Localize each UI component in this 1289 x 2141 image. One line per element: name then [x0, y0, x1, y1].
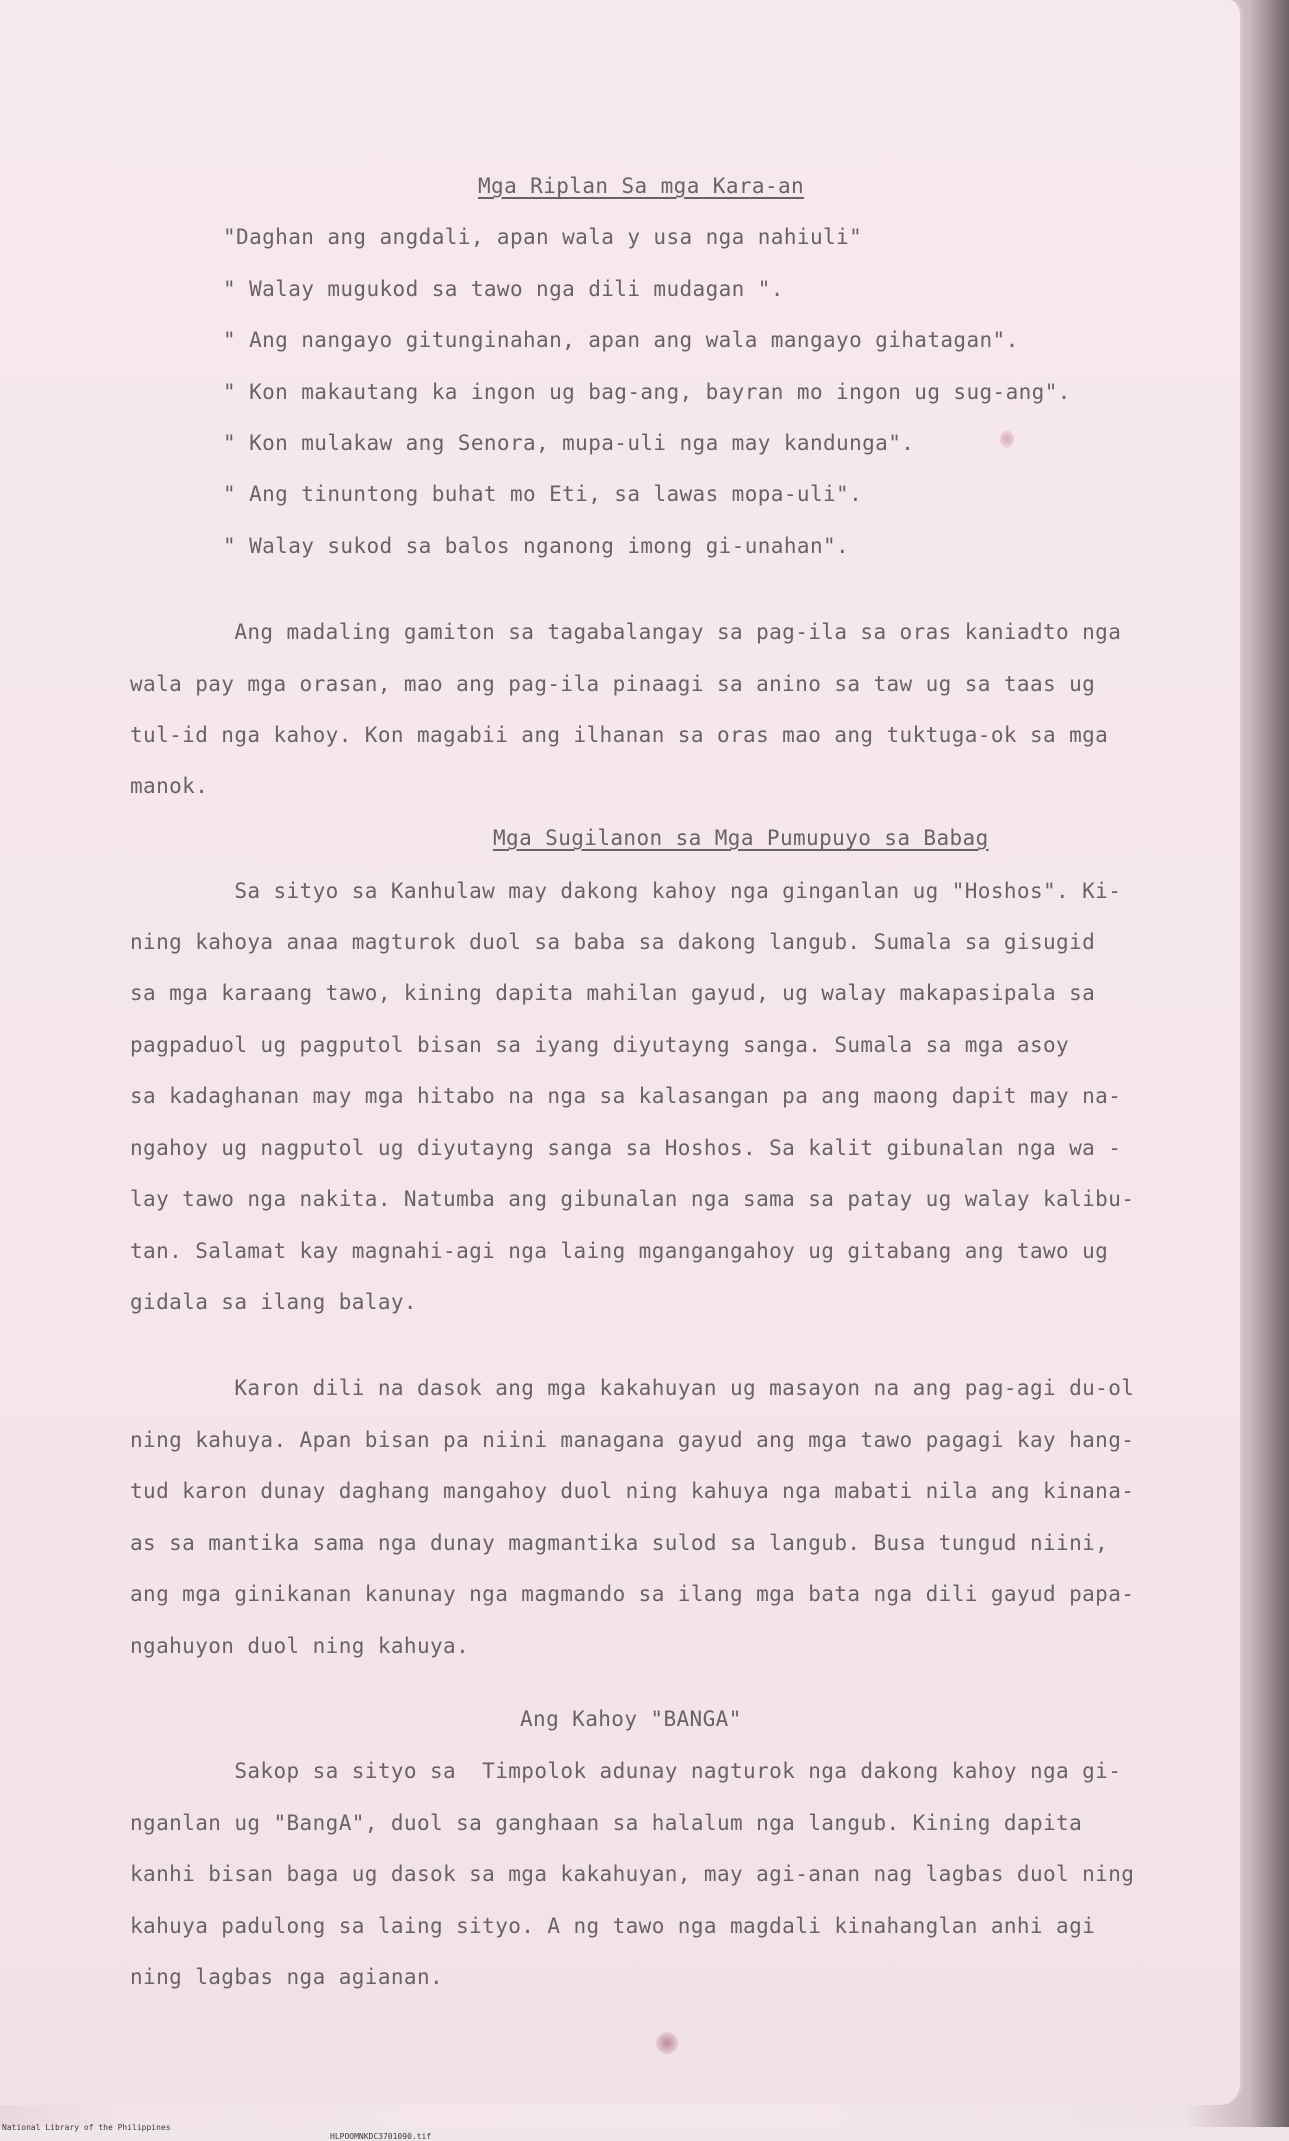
proverb-line: " Kon makautang ka ingon ug bag-ang, bayran mo ingon ug sug-ang".	[223, 380, 1071, 404]
text-line: nganlan ug "BangA", duol sa ganghaan sa halalum nga langub. Kining dapita	[130, 1811, 1083, 1835]
text-line: Sa sityo sa Kanhulaw may dakong kahoy nga ginganlan ug "Hoshos". Ki-	[130, 879, 1122, 903]
text-line: pagpaduol ug pagputol bisan sa iyang diyutayng sanga. Sumala sa mga asoy	[130, 1033, 1070, 1057]
text-line: ning kahuya. Apan bisan pa niini managana gayud ang mga tawo pagagi kay hang-	[130, 1428, 1135, 1452]
section1-title: Mga Riplan Sa mga Kara-an	[478, 174, 805, 198]
text-line: sa mga karaang tawo, kining dapita mahilan gayud, ug walay makapasipala sa	[130, 981, 1096, 1005]
text-line: ngahoy ug nagputol ug diyutayng sanga sa Hoshos. Sa kalit gibunalan nga wa -	[130, 1136, 1122, 1160]
ink-stain	[1000, 430, 1014, 448]
text-line: ning kahoya anaa magturok duol sa baba sa dakong langub. Sumala sa gisugid	[130, 930, 1096, 954]
proverb-line: " Walay sukod sa balos nganong imong gi-unahan".	[223, 534, 850, 558]
file-name: HLPOOMNKDC3701090.tif	[330, 2132, 432, 2141]
text-line: Sakop sa sityo sa Timpolok adunay nagturok nga dakong kahoy nga gi-	[130, 1759, 1122, 1783]
text-line: Karon dili na dasok ang mga kakahuyan ug masayon na ang pag-agi du-ol	[130, 1376, 1135, 1400]
text-line: tan. Salamat kay magnahi-agi nga laing mgangangahoy ug gitabang ang tawo ug	[130, 1239, 1109, 1263]
proverb-line: " Kon mulakaw ang Senora, mupa-uli nga may kandunga".	[223, 431, 915, 455]
text-line: kahuya padulong sa laing sityo. A ng tawo nga magdali kinahanglan anhi agi	[130, 1914, 1096, 1938]
text-line: tul-id nga kahoy. Kon magabii ang ilhanan sa oras mao ang tuktuga-ok sa mga	[130, 723, 1109, 747]
proverb-line: "Daghan ang angdali, apan wala y usa nga nahiuli"	[223, 225, 863, 249]
proverb-line: " Ang tinuntong buhat mo Eti, sa lawas mopa-uli".	[223, 482, 863, 506]
scan-footer	[0, 2114, 1289, 2141]
text-line: lay tawo nga nakita. Natumba ang gibunalan nga sama sa patay ug walay kalibu-	[130, 1187, 1135, 1211]
section2-title: Mga Sugilanon sa Mga Pumupuyo sa Babag	[493, 826, 989, 850]
text-line: gidala sa ilang balay.	[130, 1290, 417, 1314]
text-line: ang mga ginikanan kanunay nga magmando sa ilang mga bata nga dili gayud papa-	[130, 1582, 1135, 1606]
text-line: as sa mantika sama nga dunay magmantika sulod sa langub. Busa tungud niini,	[130, 1531, 1109, 1555]
text-line: Ang madaling gamiton sa tagabalangay sa pag-ila sa oras kaniadto nga	[130, 620, 1122, 644]
text-line: kanhi bisan baga ug dasok sa mga kakahuyan, may agi-anan nag lagbas duol ning	[130, 1862, 1135, 1886]
text-line: manok.	[130, 774, 209, 798]
library-credit: National Library of the Philippines	[2, 2123, 171, 2132]
text-line: ngahuyon duol ning kahuya.	[130, 1634, 470, 1658]
text-line: sa kadaghanan may mga hitabo na nga sa kalasangan pa ang maong dapit may na-	[130, 1084, 1122, 1108]
text-line: tud karon dunay daghang mangahoy duol ning kahuya nga mabati nila ang kinana-	[130, 1479, 1135, 1503]
proverb-line: " Walay mugukod sa tawo nga dili mudagan ".	[223, 277, 784, 301]
text-line: ning lagbas nga agianan.	[130, 1965, 444, 1989]
text-line: wala pay mga orasan, mao ang pag-ila pinaagi sa anino sa taw ug sa taas ug	[130, 672, 1096, 696]
proverb-line: " Ang nangayo gitunginahan, apan ang wala mangayo gihatagan".	[223, 328, 1019, 352]
ink-stain	[656, 2032, 678, 2054]
section3-title: Ang Kahoy "BANGA"	[520, 1707, 742, 1731]
